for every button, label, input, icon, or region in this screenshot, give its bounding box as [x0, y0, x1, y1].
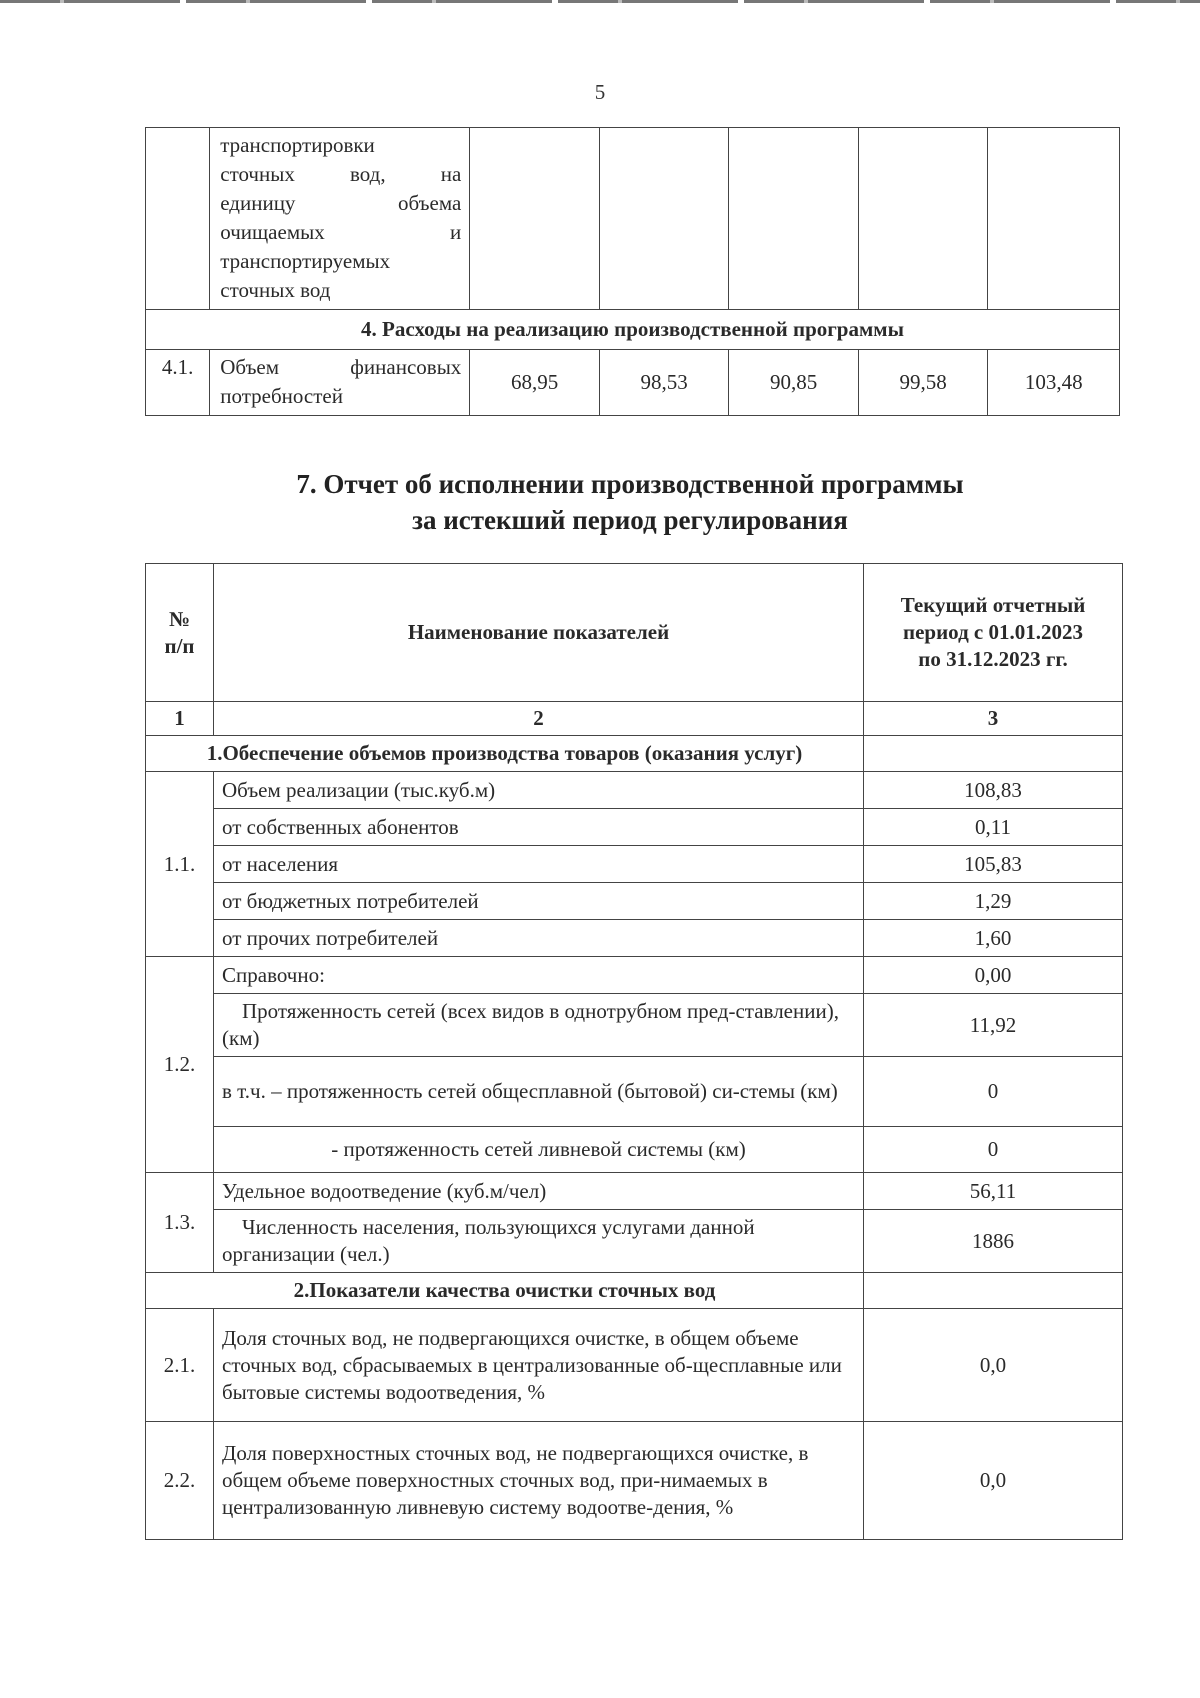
row-name: Удельное водоотведение (куб.м/чел): [214, 1173, 864, 1210]
row-number: 4.1.: [146, 350, 210, 416]
row-value: 0,0: [864, 1309, 1123, 1422]
row-name: - протяженность сетей ливневой системы (км): [214, 1127, 864, 1173]
table-row: [146, 846, 1123, 883]
value-cell: 90,85: [729, 350, 859, 416]
value-cell: 99,58: [858, 350, 988, 416]
value-cell: 98,53: [599, 350, 729, 416]
row-name: от собственных абонентов: [214, 809, 864, 846]
page-number: 5: [594, 80, 606, 104]
row-name-cell: [210, 350, 470, 416]
value-cell: [470, 128, 600, 310]
continuation-table: [145, 127, 1120, 416]
row-text-line: единицу объема: [220, 191, 462, 215]
table-row: [146, 1422, 1123, 1540]
table-row: [146, 1210, 1123, 1273]
header-num-line: п/п: [164, 633, 195, 658]
row-value: 105,83: [864, 846, 1123, 883]
row-name: в т.ч. – протяженность сетей общесплавной (бытовой) си-стемы (км): [214, 1057, 864, 1127]
table-row: [146, 920, 1123, 957]
row-value: 0: [864, 1057, 1123, 1127]
row-value: 1,60: [864, 920, 1123, 957]
row-value: 0,0: [864, 1422, 1123, 1540]
index-row: [146, 702, 1123, 736]
index-cell: 2: [214, 702, 864, 736]
table-row: [146, 809, 1123, 846]
row-name: Протяженность сетей (всех видов в однотрубном пред-ставлении), (км): [214, 994, 864, 1057]
value-cell: [988, 128, 1120, 310]
table-row: [146, 1173, 1123, 1210]
section-row: [146, 310, 1120, 350]
table-row: [146, 1057, 1123, 1127]
table-row: [146, 994, 1123, 1057]
value-cell: 68,95: [470, 350, 600, 416]
row-name-cell: [210, 128, 470, 310]
row-number: 1.3.: [146, 1173, 214, 1273]
table-row: [146, 1127, 1123, 1173]
section-title: 4. Расходы на реализацию производственной программы: [146, 310, 1120, 350]
header-num: [146, 564, 214, 702]
table-row: [146, 772, 1123, 809]
row-text-line: потребностей: [220, 384, 343, 408]
report-title-line: 7. Отчет об исполнении производственной программы: [296, 469, 964, 499]
index-cell: 3: [864, 702, 1123, 736]
value-cell: [729, 128, 859, 310]
row-name: Численность населения, пользующихся услугами данной организации (чел.): [214, 1210, 864, 1273]
table-row: [146, 128, 1120, 310]
row-number: 1.1.: [146, 772, 214, 957]
row-text-line: сточных вод, на: [220, 162, 462, 186]
table-row: [146, 350, 1120, 416]
row-text-line: сточных вод: [220, 278, 331, 302]
row-name: Объем реализации (тыс.куб.м): [214, 772, 864, 809]
value-cell: [864, 736, 1123, 772]
value-cell: [599, 128, 729, 310]
row-name: Доля сточных вод, не подвергающихся очистке, в общем объеме сточных вод, сбрасываемых в централизованные об-щесплавные или бытовые системы водоотведения, %: [214, 1309, 864, 1422]
header-row: [146, 564, 1123, 702]
section-row: [146, 736, 1123, 772]
scan-edge: [0, 0, 1200, 3]
value-cell: [864, 1273, 1123, 1309]
report-title: [0, 466, 1200, 538]
row-value: 11,92: [864, 994, 1123, 1057]
header-period-line: Текущий отчетный: [900, 593, 1086, 617]
row-value: 0: [864, 1127, 1123, 1173]
row-value: 1886: [864, 1210, 1123, 1273]
row-number-cell: [146, 128, 210, 310]
value-cell: 103,48: [988, 350, 1120, 416]
header-num-line: №: [168, 606, 191, 631]
row-value: 1,29: [864, 883, 1123, 920]
header-period-line: по 31.12.2023 гг.: [918, 647, 1068, 671]
header-period: [864, 564, 1123, 702]
section-row: [146, 1273, 1123, 1309]
row-number: 2.2.: [146, 1422, 214, 1540]
row-name: Доля поверхностных сточных вод, не подвергающихся очистке, в общем объеме поверхностных сточных вод, при-нимаемых в централизованную ливневую систему водоотве-дения, %: [214, 1422, 864, 1540]
report-table: [145, 563, 1123, 1540]
row-number: 2.1.: [146, 1309, 214, 1422]
row-name: от бюджетных потребителей: [214, 883, 864, 920]
row-value: 0,00: [864, 957, 1123, 994]
table-row: [146, 957, 1123, 994]
table-row: [146, 1309, 1123, 1422]
row-value: 56,11: [864, 1173, 1123, 1210]
row-text-line: транспортируемых: [220, 249, 391, 273]
row-text-line: транспортировки: [220, 133, 375, 157]
row-name: Справочно:: [214, 957, 864, 994]
header-name: Наименование показателей: [214, 564, 864, 702]
section-title: 2.Показатели качества очистки сточных вод: [146, 1273, 864, 1309]
header-period-line: период с 01.01.2023: [902, 620, 1084, 644]
row-number: 1.2.: [146, 957, 214, 1173]
row-name: от прочих потребителей: [214, 920, 864, 957]
index-cell: 1: [146, 702, 214, 736]
row-value: 0,11: [864, 809, 1123, 846]
row-name: от населения: [214, 846, 864, 883]
table-row: [146, 883, 1123, 920]
row-value: 108,83: [864, 772, 1123, 809]
section-title: 1.Обеспечение объемов производства товаров (оказания услуг): [146, 736, 864, 772]
report-title-line: за истекший период регулирования: [412, 505, 848, 535]
row-text-line: Объем финансовых: [220, 355, 462, 379]
value-cell: [858, 128, 988, 310]
row-text-line: очищаемых и: [220, 220, 462, 244]
